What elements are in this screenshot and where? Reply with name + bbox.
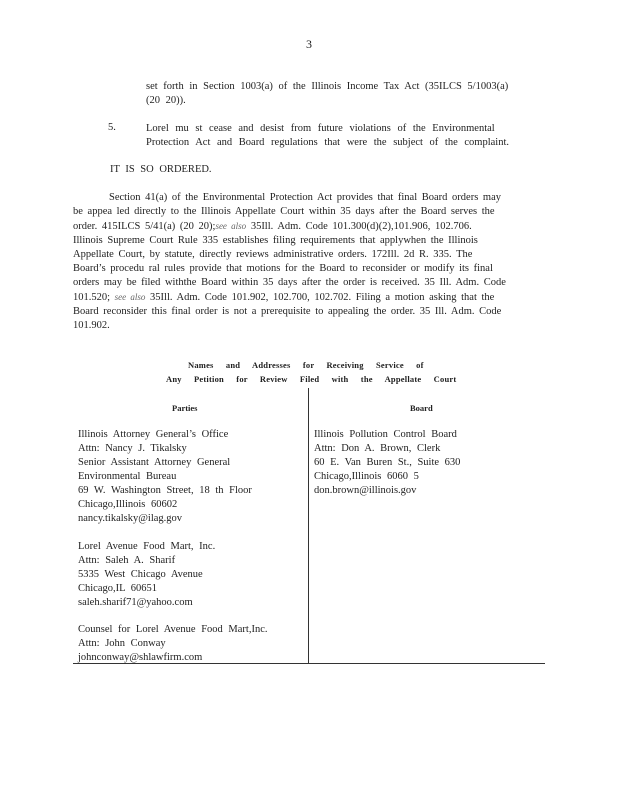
item-line: Protection Act and Board regulations that were the subject of the complaint. — [146, 137, 509, 148]
board-contact — [314, 428, 460, 498]
address-line: Chicago,Illinois 6060 5 — [314, 471, 419, 482]
address-line: Environmental Bureau — [78, 471, 177, 482]
address-line: 60 E. Van Buren St., Suite 630 — [314, 457, 461, 468]
address-line: Attn: Don A. Brown, Clerk — [314, 443, 441, 454]
email-address: don.brown@illinois.gov — [314, 485, 417, 496]
address-line: 69 W. Washington Street, 18 th Floor — [78, 485, 252, 496]
email-address: johnconway@shlawfirm.com — [78, 652, 203, 663]
email-address: nancy.tikalsky@ilag.gov — [78, 513, 183, 524]
address-line: Attn: Saleh A. Sharif — [78, 555, 176, 566]
clause-line: set forth in Section 1003(a) of the Illinois Income Tax Act (35ILCS 5/1003(a) — [146, 81, 509, 92]
service-heading-line1: Names and Addresses for Receiving Service of — [188, 360, 424, 370]
address-line: Attn: Nancy J. Tikalsky — [78, 443, 187, 454]
party-lorel-food-mart — [78, 540, 215, 610]
para-line: orders may be filed withthe Board within 35 days after the order is received. 35 Ill. Adm. Code — [73, 277, 506, 288]
see-also-citation: see also — [114, 292, 146, 302]
item-line: Lorel mu st cease and desist from future violations of the Environmental — [146, 123, 495, 134]
party-attorney-general — [78, 428, 252, 526]
appeal-rights-paragraph — [73, 191, 533, 333]
service-heading-line2: Any Petition for Review Filed with the Appellate Court — [166, 374, 457, 384]
para-line: Section 41(a) of the Environmental Protection Act provides that final Board orders may — [109, 192, 501, 203]
para-line: 101.902. — [73, 320, 110, 331]
parties-column-header: Parties — [172, 403, 198, 413]
para-line: be appea led directly to the Illinois Appellate Court within 35 days after the Board serves the — [73, 206, 495, 217]
see-also-citation: see also — [215, 221, 247, 231]
para-line: Board reconsider this final order is not a prerequisite to appealing the order. 35 Ill. Adm. Code — [73, 306, 502, 317]
party-counsel — [78, 623, 267, 665]
address-line: Illinois Attorney General’s Office — [78, 429, 229, 440]
address-line: Counsel for Lorel Avenue Food Mart,Inc. — [78, 624, 268, 635]
para-line: Appellate Court, by statute, directly reviews administrative orders. 172Ill. 2d R. 335. The — [73, 249, 473, 260]
clause-line: (20 20)). — [146, 95, 186, 106]
address-line: Senior Assistant Attorney General — [78, 457, 231, 468]
para-line: 101.520; see also 35Ill. Adm. Code 101.902, 102.700, 102.702. Filing a motion asking that the — [73, 292, 495, 303]
address-line: Chicago,Illinois 60602 — [78, 499, 178, 510]
address-line: Chicago,IL 60651 — [78, 583, 158, 594]
address-line: Illinois Pollution Control Board — [314, 429, 457, 440]
para-line: Board’s procedu ral rules provide that motions for the Board to reconsider or modify its final — [73, 263, 493, 274]
column-divider — [308, 388, 309, 663]
board-column-header: Board — [410, 403, 433, 413]
address-line: Lorel Avenue Food Mart, Inc. — [78, 541, 216, 552]
address-line: 5335 West Chicago Avenue — [78, 569, 203, 580]
para-line: Illinois Supreme Court Rule 335 establishes filing requirements that applywhen the Illinois — [73, 235, 478, 246]
item-five-text — [146, 122, 516, 150]
address-line: Attn: John Conway — [78, 638, 166, 649]
para-line: order. 415ILCS 5/41(a) (20 20);see also 35Ill. Adm. Code 101.300(d)(2),101.906, 102.706. — [73, 221, 472, 232]
clause-continuation — [146, 80, 508, 108]
item-number: 5. — [108, 122, 116, 133]
page-number: 3 — [306, 37, 312, 51]
order-statement: IT IS SO ORDERED. — [110, 164, 212, 175]
email-address: saleh.sharif71@yahoo.com — [78, 597, 193, 608]
